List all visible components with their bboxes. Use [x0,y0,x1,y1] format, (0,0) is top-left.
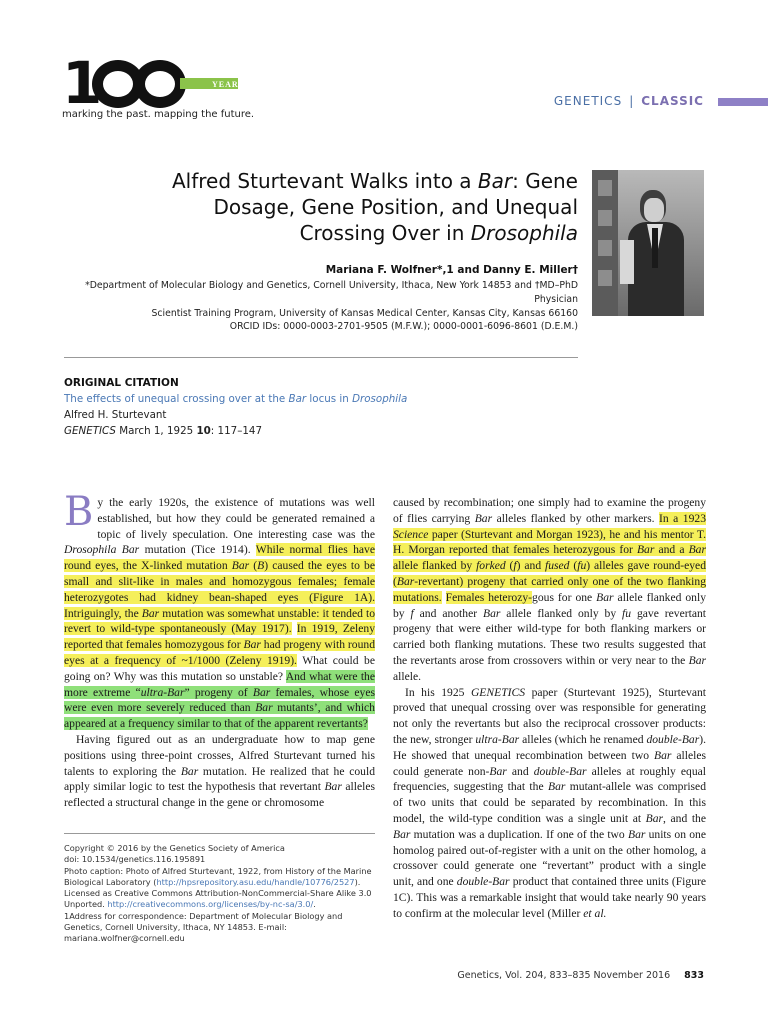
logo-years-label: YEARS [212,80,245,89]
paragraph-3: caused by recombination; one simply had to examine the progeny of flies carrying Bar alleles flanked by other markers. In a 1923 Science paper (Sturtevant and Morgan 1923), he and his mentor T. H. Morgan reported that females heterozygous for Bar and a Bar allele flanked by forked (f) and fused (fu) alleles gave round-eyed (Bar-revertant) progeny that carried only one of the two flanking mutations. Females heterozy-gous for one Bar allele flanked only by f and another Bar allele flanked only by fu gave revertant progeny that were either wild-type for both flanking markers or carried both flanking mutations. These two results suggested that the revertants arose from crossovers within or very near to the Bar allele. [393,496,707,683]
author-list: Mariana F. Wolfner*,1 and Danny E. Miller† [325,264,578,276]
journal-name: GENETICS [553,94,623,108]
logo-digit-one: 1 [62,49,103,117]
logo-ring-right [134,60,186,108]
original-citation-title-link[interactable]: The effects of unequal crossing over at the Bar locus in Drosophila [64,393,408,405]
page-number: 833 [684,970,704,981]
journal-section-header [554,94,704,108]
title-text: Alfred Sturtevant Walks into a [171,169,478,193]
paragraph-1: By the early 1920s, the existence of mutations was well established, but how they could be generated remained a topic of lively speculation. One interesting case was the Drosophila Bar mutation (Tice 1914). While normal flies have round eyes, the X-linked mutation Bar (B) caused the eyes to be small and slit-like in males and homozygous females; female heterozygotes had kidney bean-shaped eyes (Figure 1A). Intriguingly, the Bar mutation was somewhat unstable: it tended to revert to wild-type spontaneously (May 1917). In 1919, Zeleny reported that females homozygous for Bar had progeny with round eyes at a frequency of ~1/1000 (Zeleny 1919). What could be going on? Why was this mutation so unstable? And what were the more extreme “ultra-Bar” progeny of Bar females, whose eyes were even more severely reduced than Bar mutants’, and which appeared at a frequency similar to that of the apparent revertants? [64,489,376,731]
correspondence-address: 1Address for correspondence: Department of Molecular Biology and Genetics, Cornell University, Ithaca, NY 14853. E-mail: mariana.wolfner@cornell.edu [64,910,343,944]
doi-line: doi: 10.1534/genetics.116.195891 [64,854,206,865]
affiliation-line-2: Scientist Training Program, University of Kansas Medical Center, Kansas City, Kansas 66160 [151,308,578,319]
paragraph-2: Having figured out as an undergraduate how to map gene positions using three-point crosses, Alfred Sturtevant turned his talents to exploring the Bar mutation. He realized that he could apply similar logic to test the hypothesis that revertant Bar alleles reflected a structural change in the gene or chromosome [64,732,375,810]
title-line-2: Dosage, Gene Position, and Unequal [213,195,578,219]
header-separator: | [629,94,635,108]
sturtevant-photo [592,170,704,316]
original-citation-journal: GENETICS March 1, 1925 10: 117–147 [64,425,262,437]
affiliation-line-1: *Department of Molecular Biology and Genetics, Cornell University, Ithaca, New York 14853 and †MD–PhD Physician [85,280,578,305]
copyright-line: Copyright © 2016 by the Genetics Society of America [64,843,285,853]
original-citation-heading: ORIGINAL CITATION [64,377,179,389]
footnote-divider [64,833,375,834]
section-accent-bar [718,98,768,106]
logo-tagline: marking the past. mapping the future. [62,109,255,120]
header-divider [64,357,578,358]
title-text: Crossing Over in [299,221,471,245]
body-column-left [64,489,376,811]
footnotes [64,843,375,945]
body-column-right [393,495,706,922]
title-italic-bar: Bar [477,169,513,193]
affiliations [64,279,578,321]
section-name: CLASSIC [641,94,704,108]
article-title [120,168,578,246]
photo-caption: Photo caption: Photo of Alfred Sturtevant, 1922, from History of the Marine Biological Laboratory (http://hpsrepository.asu.edu/handle/10776/2527). Licensed as Creative Commons Attribution-NonCommercial-Share Alike 3.0 Unported. http://creativecommons.org/licenses/by-nc-sa/3.0/. [64,865,372,910]
license-link[interactable]: http://creativecommons.org/licenses/by-nc-sa/3.0/ [107,899,314,910]
original-citation-author: Alfred H. Sturtevant [64,409,167,421]
drop-cap: B [64,489,94,535]
paragraph-4: In his 1925 GENETICS paper (Sturtevant 1925), Sturtevant proved that unequal crossing over was responsible for generating not only the revertants but also the reciprocal crossover products: the new, stronger ultra-Bar alleles (which he renamed double-Bar). He showed that unequal recombination between two Bar alleles could generate non-Bar and double-Bar alleles at roughly equal frequencies, suggesting that the Bar mutant-allele was comprised of two units that could be separated by recombination. In this model, the wild-type condition was a single unit at Bar, and the Bar mutation was a duplication. If one of the two Bar units on one homolog paired out-of-register with a unit on the other homolog, a crossover could generate one “revertant” product with a single unit, and one double-Bar product that contained three units (Figure 1C). This was a remarkable insight that would take nearly 90 years to confirm at the molecular level (Miller et al. [393,685,707,920]
title-text: : Gene [512,169,578,193]
orcid-ids: ORCID IDs: 0000-0003-2701-9505 (M.F.W.); 0000-0001-6096-8601 (D.E.M.) [229,321,578,332]
title-italic-drosophila: Drosophila [470,221,578,245]
page-footer [457,970,704,981]
centennial-logo [62,49,255,128]
footer-citation: Genetics, Vol. 204, 833–835 November 2016 [457,970,671,981]
photo-source-link[interactable]: http://hpsrepository.asu.edu/handle/10776/2527 [156,876,355,887]
